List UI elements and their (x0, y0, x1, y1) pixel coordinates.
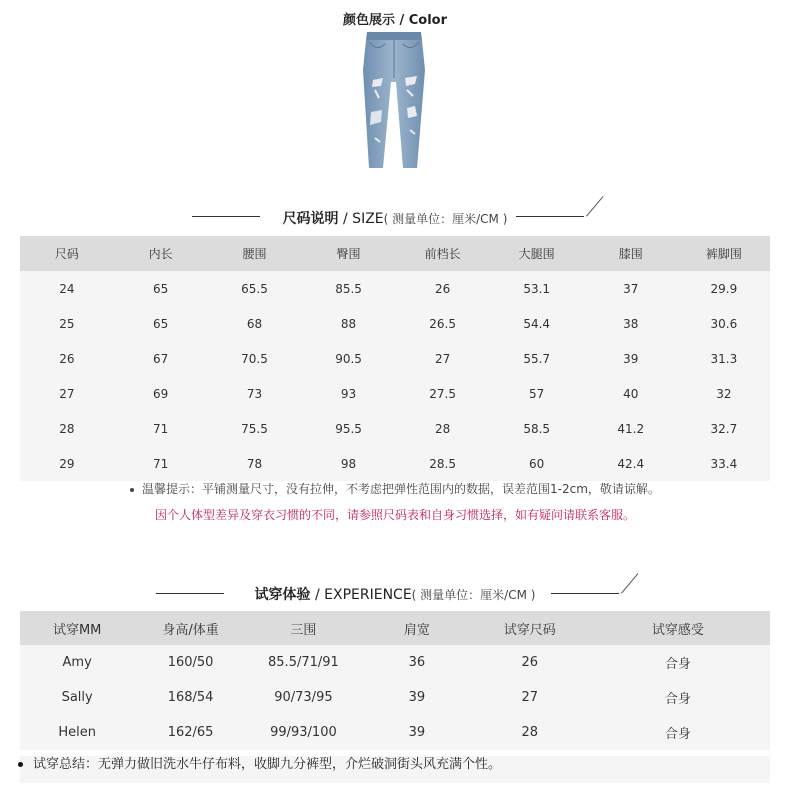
header-cell: 裤脚围 (678, 236, 770, 271)
table-row: Amy 160/50 85.5/71/91 36 26 合身 (62, 655, 691, 672)
table-row: 29 71 78 98 28.5 60 42.4 33.4 (59, 456, 738, 471)
experience-summary: 试穿总结：无弹力做旧洗水牛仔布料，收脚九分裤型，介烂破洞街头风充满个性。 (20, 756, 770, 783)
divider-right (551, 593, 619, 594)
size-note: 温馨提示：平铺测量尺寸，没有拉伸，不考虑把弹性范围内的数据，误差范围1-2cm，敬请谅解。 (0, 480, 790, 497)
size-table-header (20, 236, 770, 271)
bullet-icon (130, 488, 134, 492)
header-cell: 前档长 (396, 236, 490, 271)
header-cell: 膝围 (584, 236, 678, 271)
size-warning: 因个人体型差异及穿衣习惯的不同，请参照尺码表和自身习惯选择，如有疑问请联系客服。 (154, 508, 635, 522)
size-table (20, 236, 770, 481)
header-cell: 试穿MM (20, 611, 134, 645)
product-jeans-image (355, 30, 435, 170)
size-section-title: 尺码说明 / SIZE( 测量单位：厘米/CM ) (282, 211, 508, 227)
table-row: 27 69 73 93 27.5 57 40 32 (59, 386, 732, 401)
table-row: Sally 168/54 90/73/95 39 27 合身 (61, 690, 691, 707)
header-cell: 大腿围 (490, 236, 584, 271)
header-cell: 内长 (114, 236, 208, 271)
header-cell: 身高/体重 (134, 611, 247, 645)
header-cell: 臀围 (302, 236, 396, 271)
header-cell: 试穿感受 (586, 611, 770, 645)
header-cell: 腰围 (207, 236, 301, 271)
table-row: Helen 162/65 99/93/100 39 28 合身 (58, 725, 691, 742)
table-row: 26 67 70.5 90.5 27 55.7 39 31.3 (59, 351, 738, 366)
experience-section-title: 试穿体验 / EXPERIENCE( 测量单位：厘米/CM ) (254, 587, 536, 603)
table-row: 28 71 75.5 95.5 28 58.5 41.2 32.7 (59, 421, 738, 436)
experience-table (20, 611, 770, 750)
table-row: 25 65 68 88 26.5 54.4 38 30.6 (59, 316, 738, 331)
bullet-icon (18, 762, 23, 767)
header-cell: 肩宽 (360, 611, 474, 645)
divider-right (516, 216, 584, 217)
jeans-icon (355, 30, 435, 170)
color-section-title: 颜色展示 / Color (342, 13, 448, 28)
header-cell: 尺码 (20, 236, 114, 271)
header-cell: 三围 (247, 611, 360, 645)
header-cell: 试穿尺码 (474, 611, 586, 645)
table-row: 24 65 65.5 85.5 26 53.1 37 29.9 (59, 281, 738, 296)
experience-table-header (20, 611, 770, 645)
